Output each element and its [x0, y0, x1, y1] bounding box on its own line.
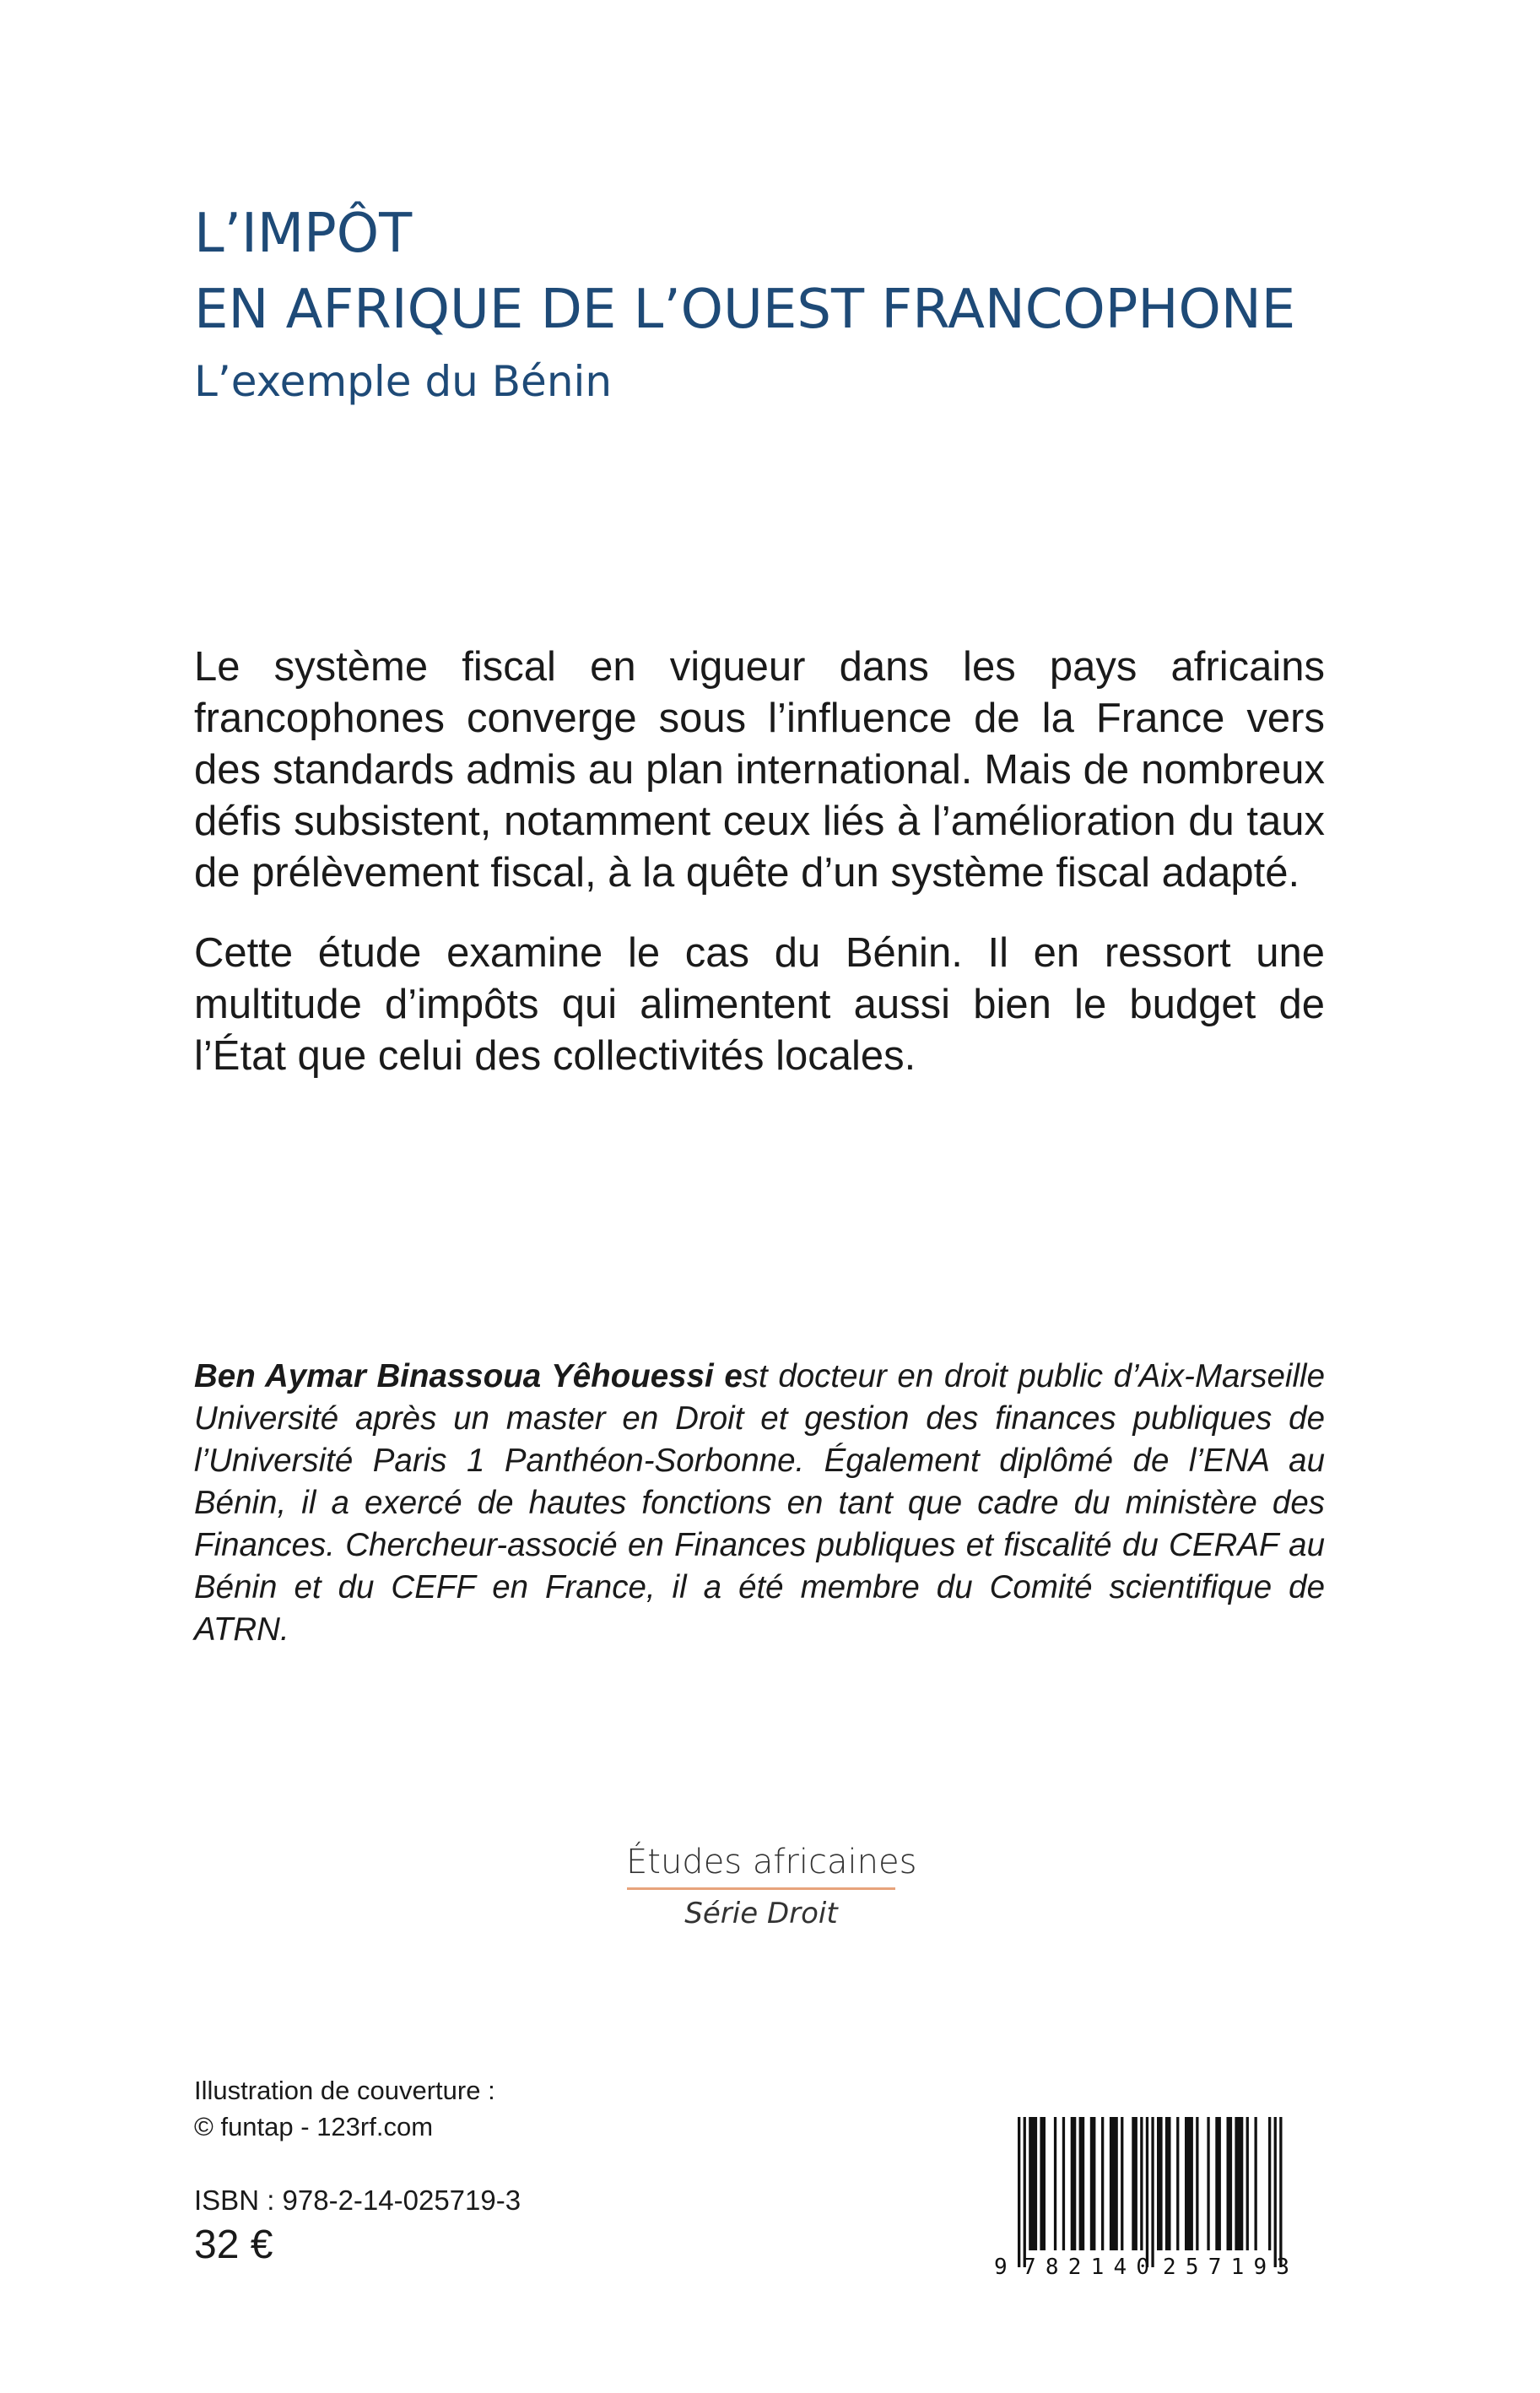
author-bio-text: st docteur en droit public d’Aix-Marseille Université après un master en Droit et gestion des finances publiques de l’Université Paris 1 Panthéon-Sorbonne. Également diplômé de l’ENA au Bénin, il a exercé de hautes fonctions en tant que cadre du ministère des Finances. Chercheur-associé en Finances publiques et fiscalité du CERAF au Bénin et du CEFF en France, il a été membre du Comité scientifique de ATRN.	[194, 1358, 1325, 1648]
isbn-barcode	[989, 2117, 1318, 2277]
author-bio	[194, 1356, 1325, 1651]
barcode-bar	[1101, 2117, 1104, 2250]
title-line-1: L’IMPÔT	[194, 203, 413, 265]
cover-credits	[194, 2072, 495, 2145]
barcode-bar	[1029, 2117, 1037, 2250]
barcode-bar	[1185, 2117, 1193, 2250]
barcode-bar	[1246, 2117, 1249, 2250]
back-cover-blurb	[194, 642, 1325, 1111]
price-text: 32 €	[194, 2222, 273, 2267]
barcode-bar	[1132, 2117, 1137, 2250]
barcode-bar	[1227, 2117, 1233, 2250]
barcode-bar	[1235, 2117, 1243, 2250]
barcode-bar	[1090, 2117, 1096, 2250]
barcode-bar	[1040, 2117, 1046, 2250]
barcode-graphic	[989, 2117, 1318, 2277]
blurb-paragraph-2: Cette étude examine le cas du Bénin. Il en ressort une multitude d’impôts qui alimentent aussi bien le budget de l’État que celui des collectivités locales.	[194, 930, 1325, 1079]
book-title-block	[194, 196, 1375, 415]
barcode-guard-bar	[1024, 2117, 1026, 2267]
barcode-bar	[1268, 2117, 1271, 2250]
barcode-bar	[1176, 2117, 1179, 2250]
book-subtitle: L’exemple du Bénin	[194, 357, 613, 406]
credits-label: Illustration de couverture :	[194, 2076, 495, 2105]
barcode-bar	[1071, 2117, 1077, 2250]
series-logo	[626, 1838, 917, 1934]
author-name: Ben Aymar Binassoua Yêhouessi e	[194, 1358, 743, 1394]
series-name: Études africaines	[626, 1843, 917, 1881]
blurb-paragraph-1: Le système fiscal en vigueur dans les pays africains francophones converge sous l’influence de la France vers des standards admis au plan international. Mais de nombreux défis subsistent, notamment ceux liés à l’amélioration du taux de prélèvement fiscal, à la quête d’un système fiscal adapté.	[194, 644, 1325, 896]
barcode-bar	[1079, 2117, 1085, 2250]
barcode-bar	[1157, 2117, 1163, 2250]
barcode-bar	[1121, 2117, 1123, 2250]
barcode-bar	[1165, 2117, 1171, 2250]
barcode-guard-bar	[1146, 2117, 1148, 2267]
series-subseries: Série Droit	[684, 1897, 838, 1930]
barcode-bar	[1062, 2117, 1065, 2250]
barcode-bar	[1054, 2117, 1056, 2250]
barcode-bar	[1140, 2117, 1143, 2250]
barcode-bar	[1255, 2117, 1257, 2250]
barcode-guard-bar	[1279, 2117, 1282, 2267]
barcode-bar	[1207, 2117, 1209, 2250]
barcode-guard-bar	[1151, 2117, 1154, 2267]
barcode-left-digits: 782140	[1023, 2255, 1149, 2277]
barcode-bar	[1196, 2117, 1198, 2250]
barcode-right-digits: 257193	[1163, 2255, 1289, 2277]
barcode-bars	[1018, 2117, 1283, 2267]
title-line-2: EN AFRIQUE DE L’OUEST FRANCOPHONE	[194, 279, 1296, 341]
credits-source: © funtap - 123rf.com	[194, 2112, 434, 2141]
series-divider	[627, 1887, 895, 1890]
barcode-bar	[1215, 2117, 1221, 2250]
barcode-first-digit: 9	[994, 2255, 1008, 2277]
barcode-guard-bar	[1274, 2117, 1277, 2267]
isbn-text: ISBN : 978-2-14-025719-3	[194, 2185, 521, 2216]
barcode-bar	[1110, 2117, 1118, 2250]
barcode-guard-bar	[1018, 2117, 1020, 2267]
